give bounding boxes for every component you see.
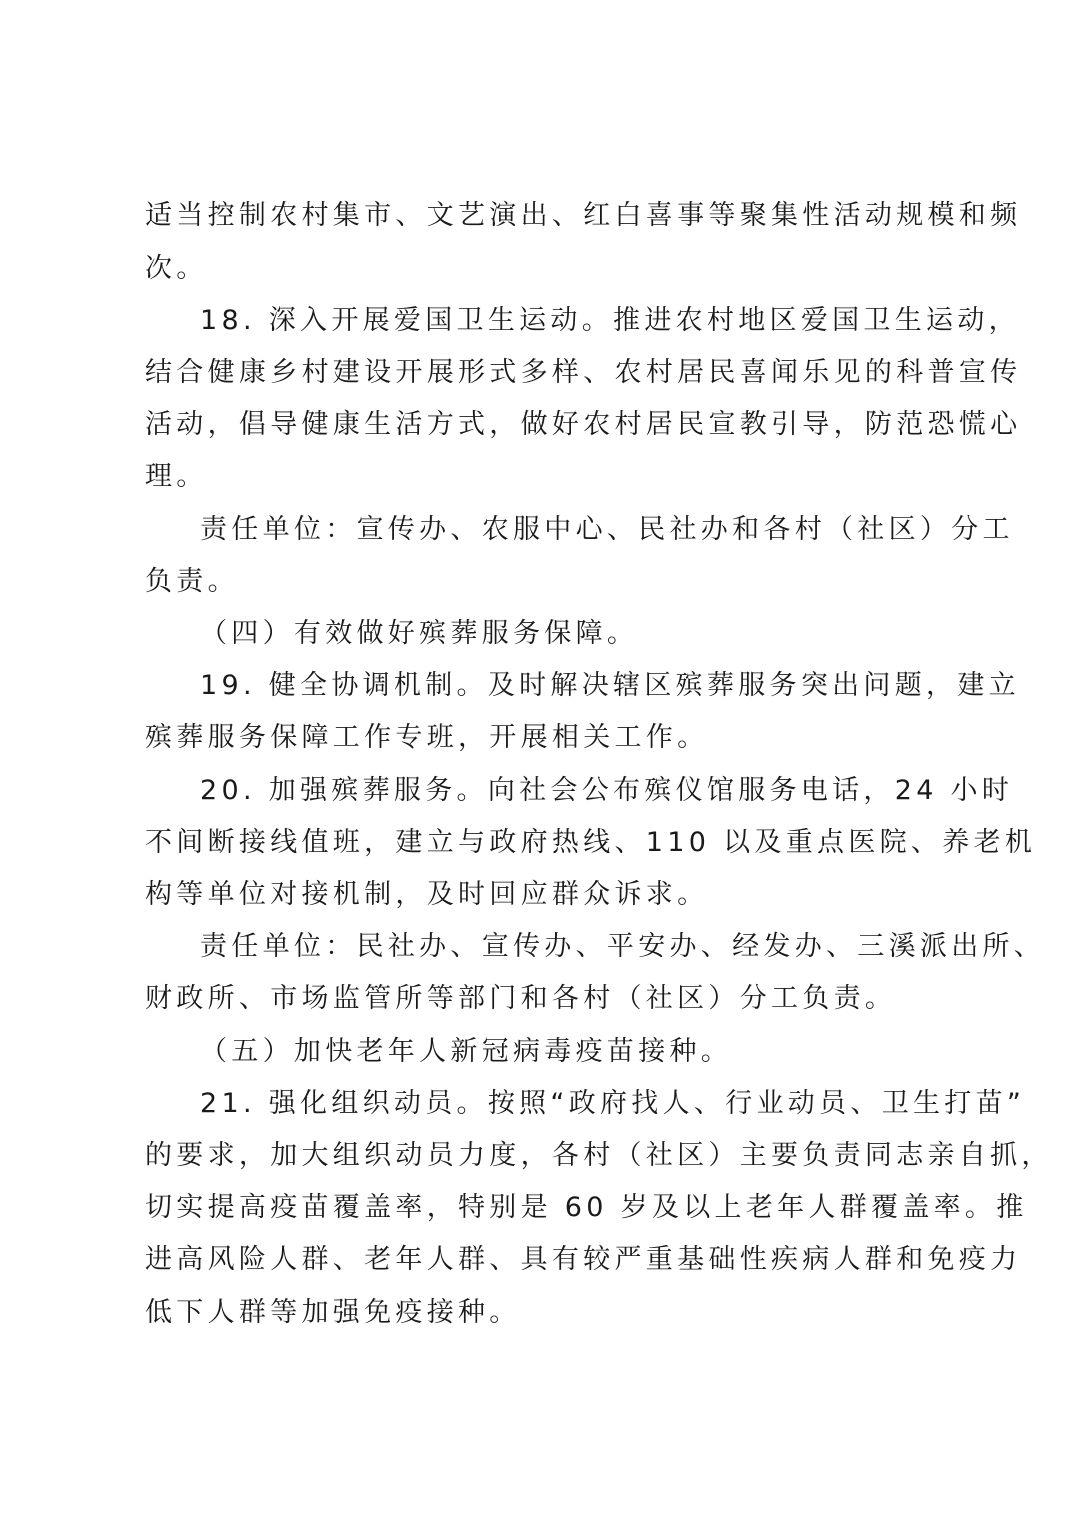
paragraph-line: 20. 加强殡葬服务。向社会公布殡仪馆服务电话，24 小时 [200, 775, 1014, 806]
paragraph-line: 21. 强化组织动员。按照“政府找人、行业动员、卫生打苗” [200, 1088, 1026, 1119]
paragraph-line: 殡葬服务保障工作专班，开展相关工作。 [145, 722, 709, 753]
paragraph-line: 低下人群等加强免疫接种。 [145, 1297, 521, 1328]
paragraph-line: 19. 健全协调机制。及时解决辖区殡葬服务突出问题，建立 [200, 670, 1020, 701]
paragraph-line: 进高风险人群、老年人群、具有较严重基础性疾病人群和免疫力 [145, 1244, 1022, 1275]
paragraph-line: 的要求，加大组织动员力度，各村（社区）主要负责同志亲自抓， [145, 1140, 1053, 1171]
paragraph-line: 责任单位：民社办、宣传办、平安办、经发办、三溪派出所、 [200, 931, 1046, 962]
paragraph-line: 构等单位对接机制，及时回应群众诉求。 [145, 879, 709, 910]
paragraph-line: 切实提高疫苗覆盖率，特别是 60 岁及以上老年人群覆盖率。推 [145, 1192, 1028, 1223]
paragraph-line: 负责。 [145, 566, 239, 597]
paragraph-line: 理。 [145, 461, 208, 492]
paragraph-line: 责任单位：宣传办、农服中心、民社办和各村（社区）分工 [200, 514, 1014, 545]
paragraph-line: 不间断接线值班，建立与政府热线、110 以及重点医院、养老机 [145, 827, 1037, 858]
paragraph-line: 次。 [145, 253, 208, 284]
section-heading: （五）加快老年人新冠病毒疫苗接种。 [200, 1036, 733, 1067]
paragraph-line: 18. 深入开展爱国卫生运动。推进农村地区爱国卫生运动， [200, 305, 1020, 336]
paragraph-line: 适当控制农村集市、文艺演出、红白喜事等聚集性活动规模和频 [145, 200, 1022, 231]
paragraph-line: 财政所、市场监管所等部门和各村（社区）分工负责。 [145, 983, 897, 1014]
paragraph-line: 结合健康乡村建设开展形式多样、农村居民喜闻乐见的科普宣传 [145, 357, 1022, 388]
section-heading: （四）有效做好殡葬服务保障。 [200, 618, 639, 649]
paragraph-line: 活动，倡导健康生活方式，做好农村居民宣教引导，防范恐慌心 [145, 409, 1022, 440]
